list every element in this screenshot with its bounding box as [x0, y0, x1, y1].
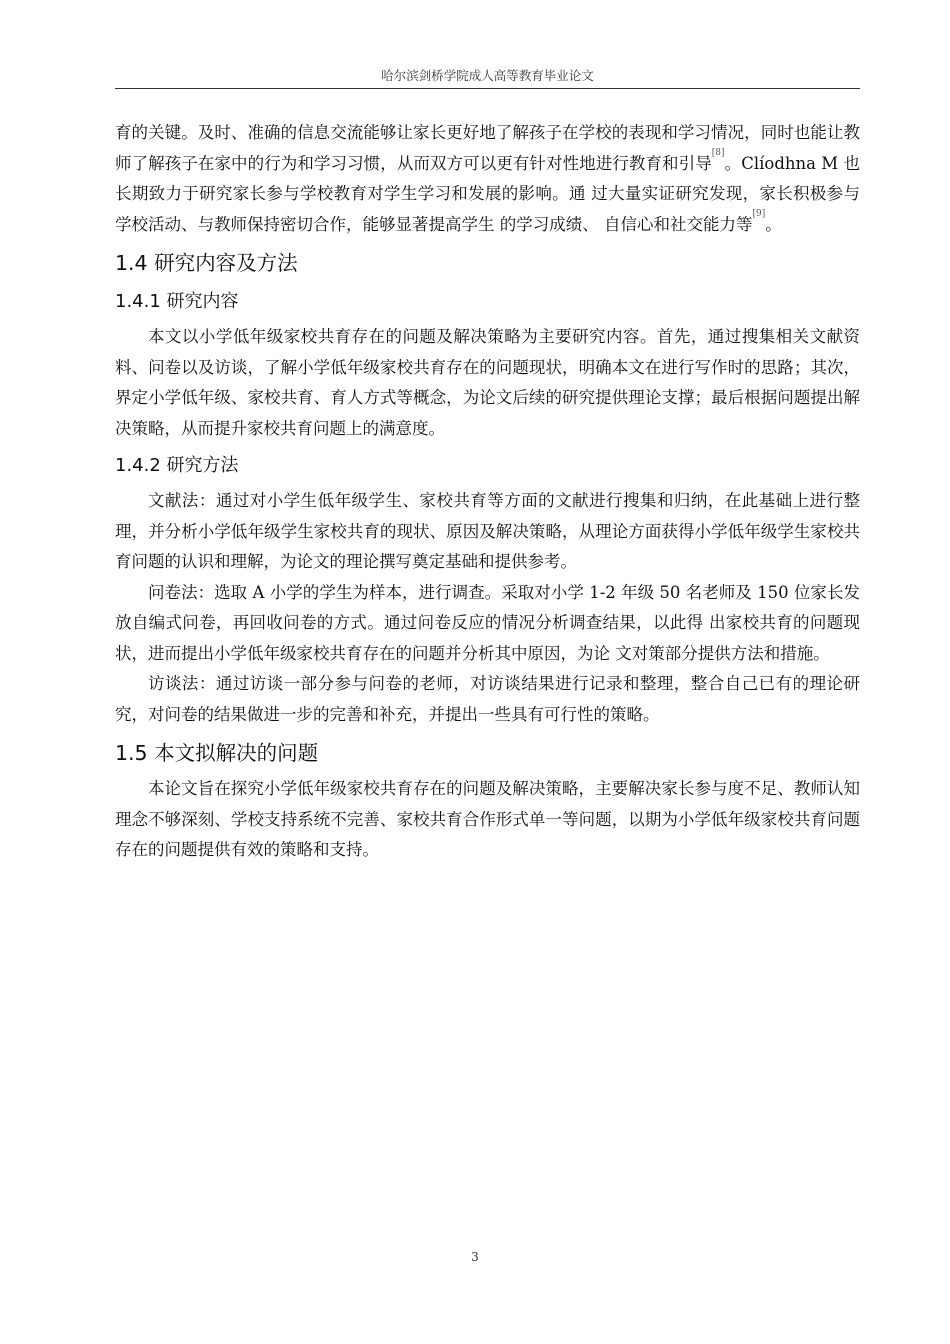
problems-paragraph: 本论文旨在探究小学低年级家校共育存在的问题及解决策略，主要解决家长参与度不足、教师认知理念不够深刻、学校支持系统不完善、家校共育合作形式单一等问题，以期为小学低年级家校共育问题存在的问题提供有效的策略和支持。 — [115, 779, 860, 859]
interview-method-paragraph: 访谈法：通过访谈一部分参与问卷的老师，对访谈结果进行记录和整理，整合自己已有的理论研究，对问卷的结果做进一步的完善和补充，并提出一些具有可行性的策略。 — [115, 674, 860, 724]
literature-method-paragraph: 文献法：通过对小学生低年级学生、家校共育等方面的文献进行搜集和归纳，在此基础上进行整理，并分析小学低年级学生家校共育的现状、原因及解决策略，从理论方面获得小学低年级学生家校共育问题的认识和理解，为论文的理论撰写奠定基础和提供参考。 — [115, 491, 860, 571]
intro-text-1: 育的关键。及时、准确的信息交流能够让家长更好地了解孩子在学校的表现和学习情况，同时也能让教师了解孩子在家中的行为和学习习惯，从而双方可以更有针对性地进行教育和引导 — [115, 123, 860, 173]
running-header: 哈尔滨剑桥学院成人高等教育毕业论文 — [381, 68, 594, 83]
citation-8[interactable]: [8] — [711, 147, 725, 158]
intro-paragraph — [115, 118, 860, 240]
section-heading-1-4-1: 1.4.1 研究内容 — [115, 291, 239, 312]
citation-9[interactable]: [9] — [752, 208, 766, 219]
questionnaire-method-paragraph: 问卷法：选取 A 小学的学生为样本，进行调查。采取对小学 1-2 年级 50 名老师及 150 位家长发放自编式问卷，再回收问卷的方式。通过问卷反应的情况分析调查结果，以此得 出家校共育的问题现状，进而提出小学低年级家校共育存在的问题并分析其中原因，为论 文对策部分提供方法和措施。 — [115, 582, 860, 663]
section-heading-1-4-2: 1.4.2 研究方法 — [115, 455, 239, 476]
section-heading-1-5: 1.5 本文拟解决的问题 — [115, 741, 319, 765]
page-number: 3 — [471, 1250, 479, 1264]
page-body — [115, 118, 860, 866]
section-heading-1-4: 1.4 研究内容及方法 — [115, 251, 298, 275]
research-content-paragraph: 本文以小学低年级家校共育存在的问题及解决策略为主要研究内容。首先，通过搜集相关文献资料、问卷以及访谈，了解小学低年级家校共育存在的问题现状，明确本文在进行写作时的思路；其次，界定小学低年级、家校共育、育人方式等概念，为论文后续的研究提供理论支撑；最后根据问题提出解决策略，从而提升家校共育问题上的满意度。 — [115, 327, 860, 438]
intro-text-2: 。Clíodhna M 也长期致力于研究家长参与学校教育对学生学习和发展的影响。通 过大量实证研究发现，家长积极参与学校活动、与教师保持密切合作，能够显著提高学生 的学习成绩、 自信心和社交能力等 — [115, 153, 861, 234]
intro-text-3: 。 — [765, 214, 782, 234]
header-divider — [115, 88, 860, 89]
